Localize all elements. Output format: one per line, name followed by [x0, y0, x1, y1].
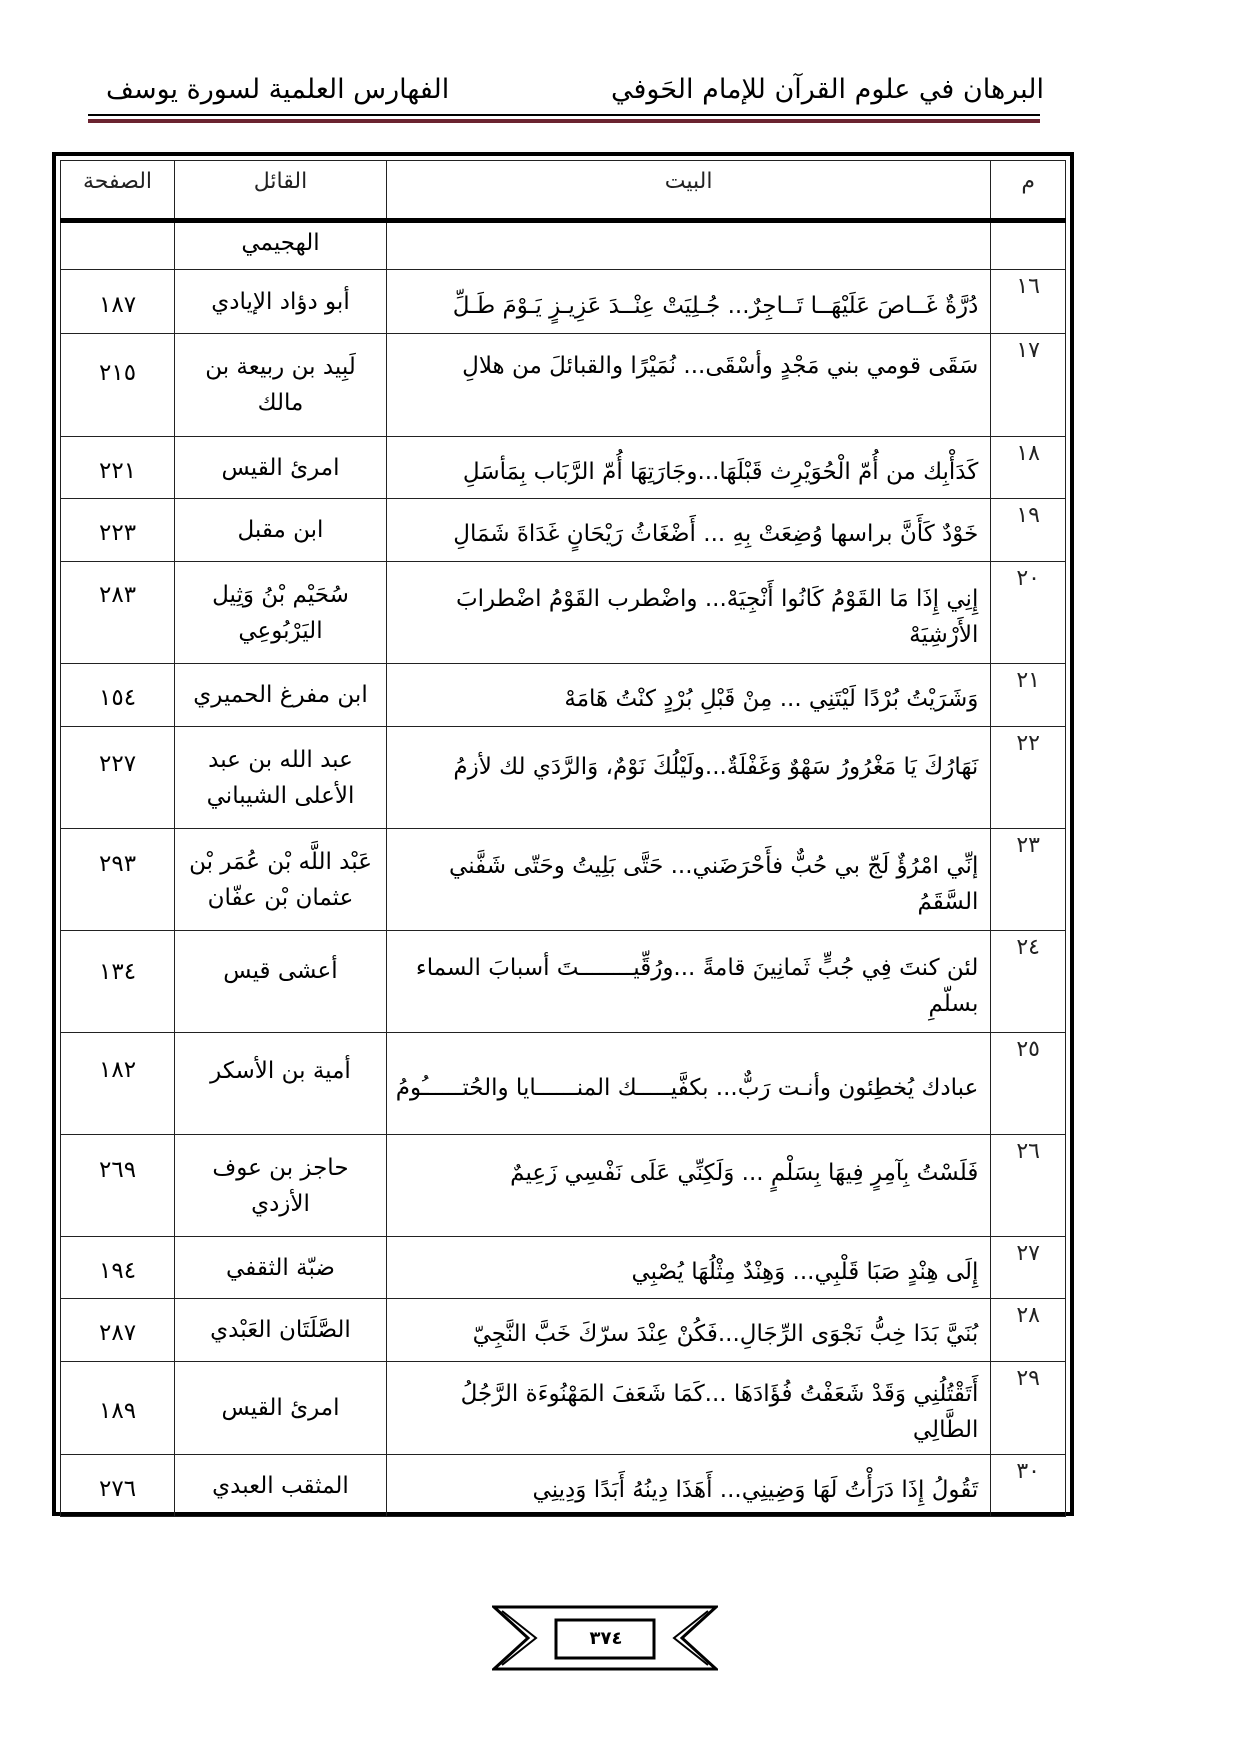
row-number	[991, 221, 1066, 270]
page-ref: ١٩٤	[61, 1237, 175, 1299]
page-ref: ١٣٤	[61, 931, 175, 1033]
table-row	[61, 562, 1066, 664]
verse-text: إنِّي امْرُؤٌ لَجّ بي حُبٌّ فأَحْرَضَني... حَتَّى بَلِيتُ وحَتّى شَفَّني السَّقَمُ	[386, 829, 990, 931]
column-header-num: م	[991, 161, 1066, 221]
page-ref: ٢٢٧	[61, 727, 175, 829]
verse-text: سَقَى قومي بني مَجْدٍ وأسْقَى... نُمَيْرًا والقبائلَ من هلالِ	[386, 334, 990, 437]
row-number: ٣٠	[991, 1455, 1066, 1517]
poet-name: لَبِيد بن ربيعة بن مالك	[175, 334, 387, 437]
table-row	[61, 931, 1066, 1033]
row-number: ١٦	[991, 270, 1066, 334]
verse-text: إِلَى هِنْدٍ صَبَا قَلْبِي... وَهِنْدٌ مِثْلُهَا يُصْبِي	[386, 1237, 990, 1299]
table-row	[61, 1299, 1066, 1362]
column-header-page: الصفحة	[61, 161, 175, 221]
poet-name: امرئ القيس	[175, 437, 387, 499]
poet-name: الصَّلَتَان العَبْدي	[175, 1299, 387, 1362]
page-ref: ١٥٤	[61, 664, 175, 727]
table-row	[61, 1362, 1066, 1455]
page-ref: ٢٨٧	[61, 1299, 175, 1362]
row-number: ٢٢	[991, 727, 1066, 829]
page-ref: ٢٨٣	[61, 562, 175, 664]
page-ref: ٢٧٦	[61, 1455, 175, 1517]
verse-index-table	[60, 160, 1066, 1517]
table-row	[61, 334, 1066, 437]
section-title: الفهارس العلمية لسورة يوسف	[106, 74, 450, 105]
poet-name: عَبْد اللَّه بْن عُمَر بْن عثمان بْن عفّان	[175, 829, 387, 931]
page-ref: ٢٢٣	[61, 499, 175, 562]
row-number: ١٧	[991, 334, 1066, 437]
verse-text: دُرَّةٌ غَــاصَ عَلَيْهَــا تَــاجِرٌ... جُـلِيَتْ عِنْــدَ عَزِيـزٍ يَـوْمَ طَـلِّ	[386, 270, 990, 334]
poet-name: أبو دؤاد الإيادي	[175, 270, 387, 334]
table-row	[61, 727, 1066, 829]
page-ref: ١٨٧	[61, 270, 175, 334]
table-row	[61, 1033, 1066, 1135]
header-rule-accent	[88, 119, 1040, 123]
verse-text: خَوْدٌ كَأَنَّ براسها وُضِعَتْ بِهِ ... أَضْغَاثُ رَيْحَانٍ غَدَاةَ شَمَالِ	[386, 499, 990, 562]
row-number: ٢٥	[991, 1033, 1066, 1135]
page-ref: ٢٢١	[61, 437, 175, 499]
page-ref: ١٨٢	[61, 1033, 175, 1135]
verse-text: كَدَأْبِك من أُمّ الْحُوَيْرِث قَبْلَهَا...وجَارَتِهَا أُمّ الرَّبَاب بِمَأسَلِ	[386, 437, 990, 499]
poet-name: المثقب العبدي	[175, 1455, 387, 1517]
table-row	[61, 1237, 1066, 1299]
verse-text: إِنِي إِذَا مَا القَوْمُ كَانُوا أَنْجِيَهْ... واضْطرب القَوْمُ اضْطرابَ الأَرْشِيَهْ	[386, 562, 990, 664]
row-number: ٢٣	[991, 829, 1066, 931]
row-number: ٢٨	[991, 1299, 1066, 1362]
poet-name: امرئ القيس	[175, 1362, 387, 1455]
verse-text: بُنَيَّ بَدَا خِبُّ نَجْوَى الرِّجَالِ...فَكُنْ عِنْدَ سرّكَ خَبَّ النَّجِيّ	[386, 1299, 990, 1362]
verse-text: لئن كنتَ فِي جُبٍّ ثَمانِينَ قامةً ...ورُقِّيــــــــتَ أسبابَ السماء بسلّمِ	[386, 931, 990, 1033]
table-row	[61, 1455, 1066, 1517]
table-row	[61, 437, 1066, 499]
page-ref: ٢٩٣	[61, 829, 175, 931]
poet-name: أمية بن الأسكر	[175, 1033, 387, 1135]
row-number: ٢٧	[991, 1237, 1066, 1299]
page-ref: ٢٦٩	[61, 1135, 175, 1237]
poet-name: حاجز بن عوف الأزدي	[175, 1135, 387, 1237]
page-ref: ١٨٩	[61, 1362, 175, 1455]
poet-name: ابن مفرغ الحميري	[175, 664, 387, 727]
table-row	[61, 270, 1066, 334]
row-number: ٢١	[991, 664, 1066, 727]
table-header-row	[61, 161, 1066, 221]
row-number: ٢٠	[991, 562, 1066, 664]
row-number: ٢٩	[991, 1362, 1066, 1455]
header-rule	[88, 114, 1040, 116]
row-number: ٢٤	[991, 931, 1066, 1033]
verse-text: فَلَسْتُ بِآمِرٍ فِيهَا بِسَلْمٍ ... وَلَكِنِّي عَلَى نَفْسِي زَعِيمٌ	[386, 1135, 990, 1237]
table-row	[61, 499, 1066, 562]
verse-text: عبادك يُخطِئون وأنـت رَبٌّ... بكفَّيـــــك المنــــــايا والحُتــــــُومُ	[386, 1033, 990, 1135]
table-row	[61, 664, 1066, 727]
column-header-poet: القائل	[175, 161, 387, 221]
poet-name: عبد الله بن عبد الأعلى الشيباني	[175, 727, 387, 829]
poet-name: سُحَيْم بْنُ وَثِيل اليَرْبُوعِي	[175, 562, 387, 664]
poet-name: ابن مقبل	[175, 499, 387, 562]
row-number: ١٩	[991, 499, 1066, 562]
poet-name: أعشى قيس	[175, 931, 387, 1033]
table-row	[61, 221, 1066, 270]
poet-name: ضبّة الثقفي	[175, 1237, 387, 1299]
verse-text: وَشَرَيْتُ بُرْدًا لَيْتَنِي ... مِنْ قَبْلِ بُرْدٍ كنْتُ هَامَهْ	[386, 664, 990, 727]
row-number: ٢٦	[991, 1135, 1066, 1237]
table-row	[61, 1135, 1066, 1237]
row-number: ١٨	[991, 437, 1066, 499]
column-header-verse: البيت	[386, 161, 990, 221]
page-ref	[61, 221, 175, 270]
poet-name: الهجيمي	[175, 221, 387, 270]
verse-text	[386, 221, 990, 270]
verse-text: نَهَارُكَ يَا مَغْرُورُ سَهْوٌ وَغَفْلَةٌ...ولَيْلُكَ نَوْمٌ، وَالرَّدَي لك لأزمُ	[386, 727, 990, 829]
book-title: البرهان في علوم القرآن للإمام الحَوفي	[611, 74, 1044, 105]
verse-text: تَقُولُ إِذَا دَرَأْتُ لَهَا وَضِينِي... أَهَذَا دِينُهُ أَبَدًا وَدِينِي	[386, 1455, 990, 1517]
verse-index-table-frame	[52, 152, 1074, 1516]
page-number: ٣٧٤	[589, 1628, 623, 1649]
table-row	[61, 829, 1066, 931]
page-ref: ٢١٥	[61, 334, 175, 437]
verse-text: أَتَقْتُلُنِي وَقَدْ شَعَفْتُ فُؤَادَهَا ...كَمَا شَعَفَ المَهْنُوءَة الرَّجُلُ الطَّالِي	[386, 1362, 990, 1455]
